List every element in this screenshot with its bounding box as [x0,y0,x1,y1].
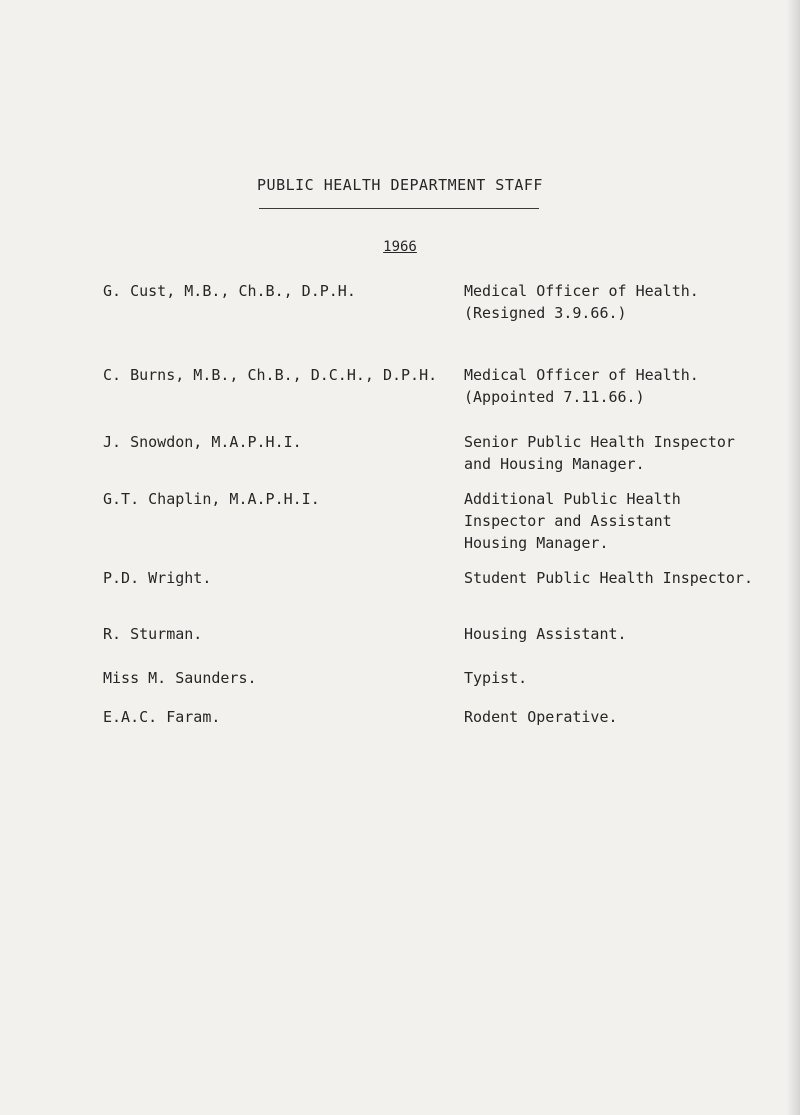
staff-name-7: Miss M. Saunders. [103,669,257,687]
staff-name-3: J. Snowdon, M.A.P.H.I. [103,433,302,451]
staff-role-1: Medical Officer of Health. (Resigned 3.9.66.) [464,282,699,322]
staff-name-5: P.D. Wright. [103,569,212,587]
staff-role-5: Student Public Health Inspector. [464,569,753,587]
staff-name-4: G.T. Chaplin, M.A.P.H.I. [103,490,320,508]
page-title: PUBLIC HEALTH DEPARTMENT STAFF [257,176,543,194]
staff-name-8: E.A.C. Faram. [103,708,221,726]
year-heading [0,239,800,255]
year-label: 1966 [383,239,417,255]
staff-role-3: Senior Public Health Inspector and Housing Manager. [464,433,735,473]
staff-role-8: Rodent Operative. [464,708,618,726]
staff-role-7: Typist. [464,669,528,687]
staff-name-6: R. Sturman. [103,625,203,643]
staff-role-2: Medical Officer of Health. (Appointed 7.11.66.) [464,366,699,406]
staff-name-1: G. Cust, M.B., Ch.B., D.P.H. [103,282,356,300]
title-underline [259,208,539,209]
staff-list [0,280,800,780]
staff-name-2: C. Burns, M.B., Ch.B., D.C.H., D.P.H. [103,366,438,384]
staff-role-4: Additional Public Health Inspector and Assistant Housing Manager. [464,490,681,552]
staff-role-6: Housing Assistant. [464,625,627,643]
